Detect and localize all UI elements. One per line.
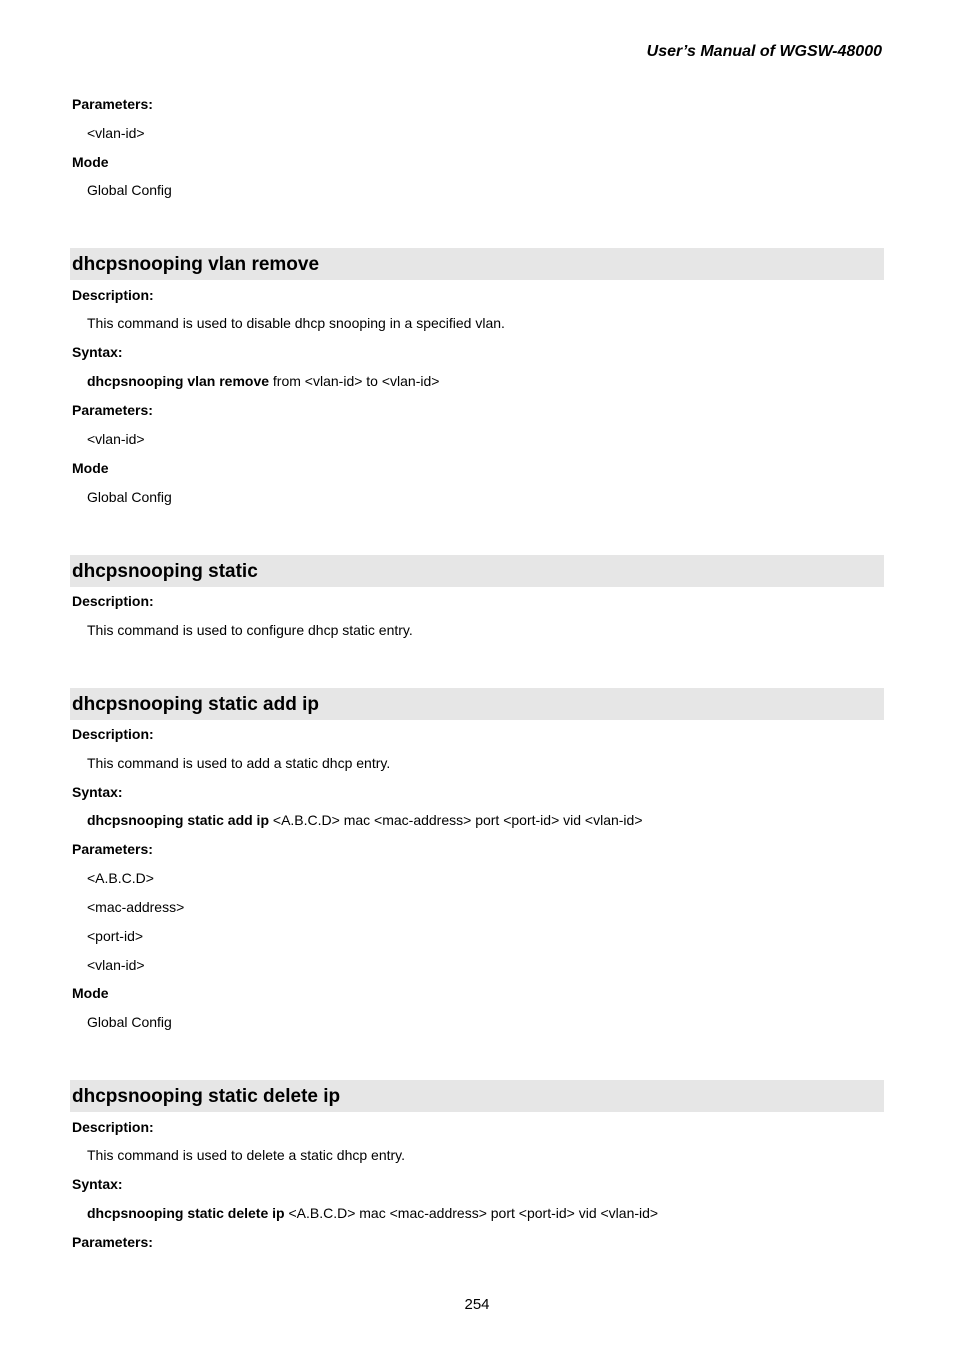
syntax-label: Syntax: — [72, 1176, 123, 1192]
syntax-label: Syntax: — [72, 784, 123, 800]
section-heading — [70, 688, 884, 720]
syntax-arguments: <A.B.C.D> mac <mac-address> port <port-id> vid <vlan-id> — [269, 812, 643, 828]
description-label: Description: — [72, 593, 154, 609]
description-text: This command is used to disable dhcp snooping in a specified vlan. — [87, 315, 505, 331]
syntax-label: Syntax: — [72, 344, 123, 360]
parameter-item: <A.B.C.D> — [87, 870, 154, 886]
parameters-label: Parameters: — [72, 96, 153, 112]
description-label: Description: — [72, 726, 154, 742]
syntax-command: dhcpsnooping static add ip — [87, 812, 269, 828]
page-number: 254 — [464, 1296, 490, 1313]
mode-label: Mode — [72, 154, 109, 170]
parameters-label: Parameters: — [72, 402, 153, 418]
section-title: dhcpsnooping static delete ip — [72, 1086, 341, 1107]
mode-value: Global Config — [87, 489, 172, 505]
section-heading — [70, 248, 884, 280]
description-text: This command is used to configure dhcp static entry. — [87, 622, 413, 638]
running-header: User’s Manual of WGSW-48000 — [646, 43, 882, 60]
section-title: dhcpsnooping static add ip — [72, 694, 319, 715]
parameter-item: <mac-address> — [87, 899, 185, 915]
parameter-item: <vlan-id> — [87, 431, 145, 447]
parameter-item: <port-id> — [87, 928, 144, 944]
description-text: This command is used to add a static dhcp entry. — [87, 755, 391, 771]
section-heading — [70, 1080, 884, 1112]
description-text: This command is used to delete a static dhcp entry. — [87, 1147, 406, 1163]
syntax-command: dhcpsnooping vlan remove — [87, 373, 270, 389]
section-title: dhcpsnooping vlan remove — [72, 254, 320, 275]
mode-value: Global Config — [87, 182, 172, 198]
syntax-line — [87, 812, 643, 828]
syntax-line — [87, 1205, 658, 1221]
parameters-label: Parameters: — [72, 1234, 153, 1250]
mode-value: Global Config — [87, 1014, 172, 1030]
syntax-arguments: from <vlan-id> to <vlan-id> — [269, 373, 440, 389]
syntax-command: dhcpsnooping static delete ip — [87, 1205, 285, 1221]
parameters-label: Parameters: — [72, 841, 153, 857]
syntax-arguments: <A.B.C.D> mac <mac-address> port <port-id> vid <vlan-id> — [284, 1205, 659, 1221]
syntax-line — [87, 373, 439, 389]
section-title: dhcpsnooping static — [72, 561, 258, 582]
description-label: Description: — [72, 287, 154, 303]
section-heading — [70, 555, 884, 587]
mode-label: Mode — [72, 460, 109, 476]
parameter-item: <vlan-id> — [87, 125, 145, 141]
mode-label: Mode — [72, 985, 109, 1001]
parameter-item: <vlan-id> — [87, 957, 145, 973]
description-label: Description: — [72, 1119, 154, 1135]
